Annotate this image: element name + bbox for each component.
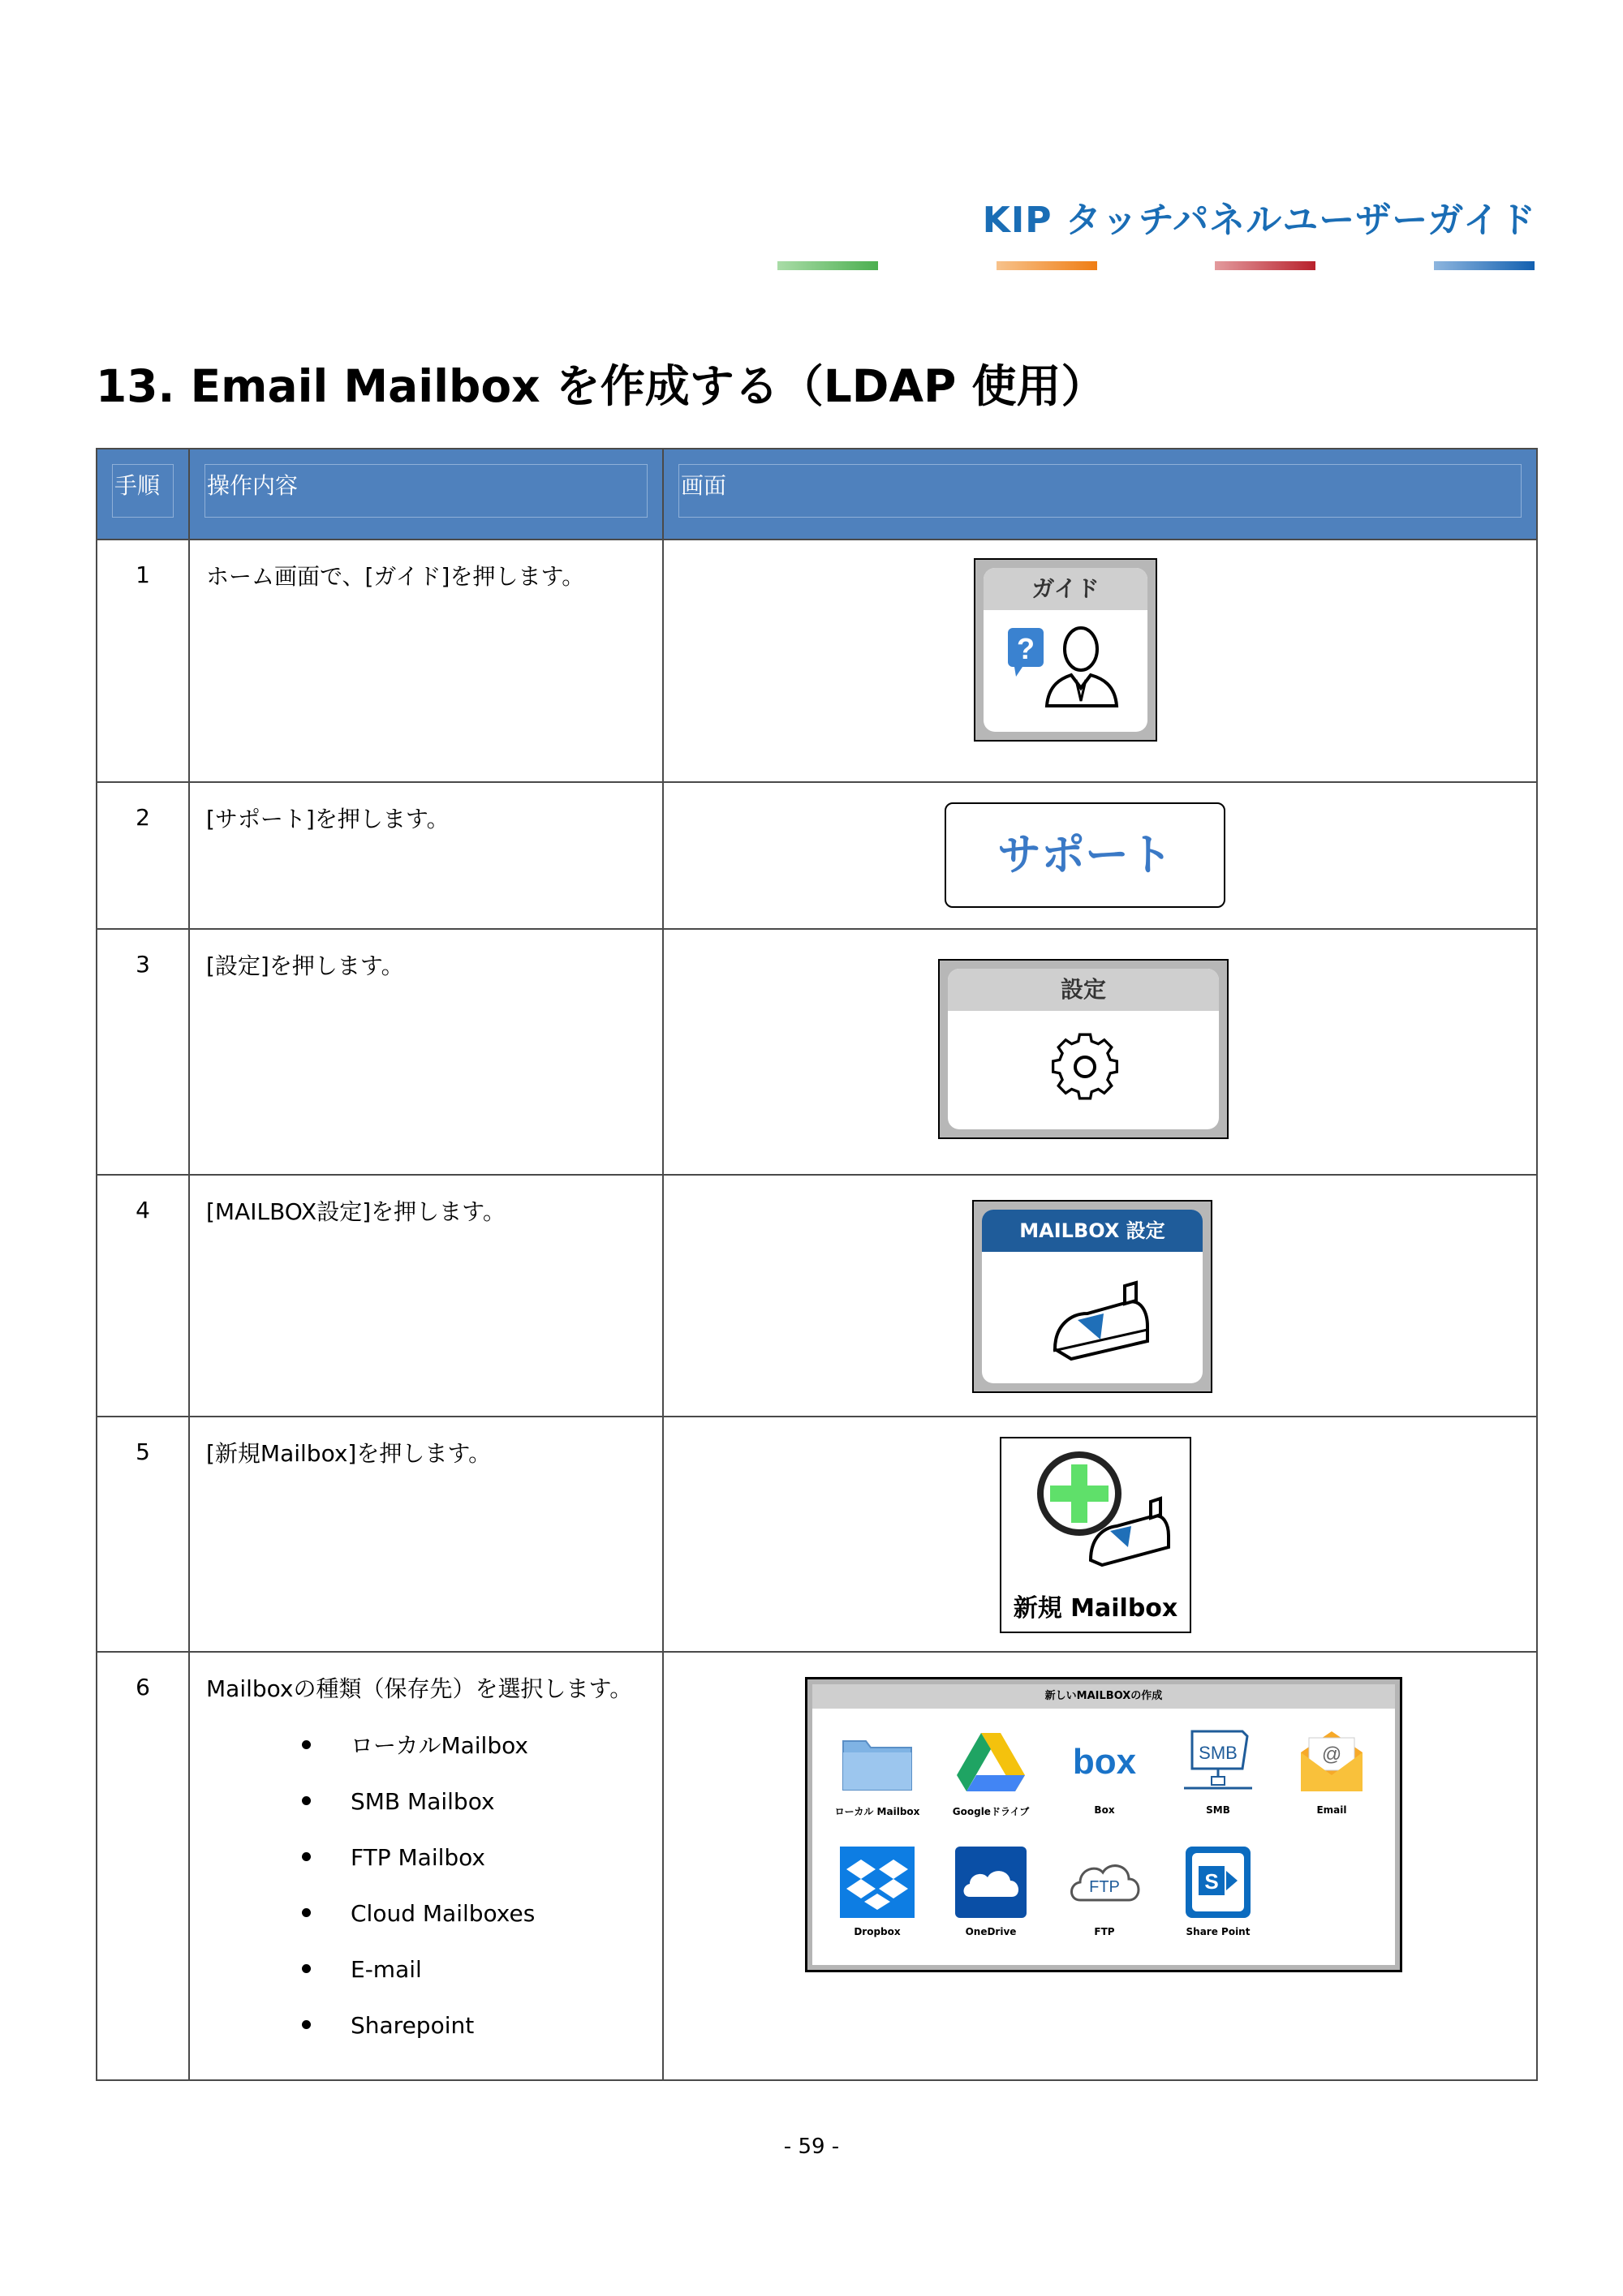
tile-dropbox[interactable]: [820, 1847, 934, 1937]
bullet-icon: [302, 2020, 311, 2029]
bullet-icon: [302, 1964, 311, 1973]
tile-label: Share Point: [1186, 1926, 1251, 1937]
step-instruction: Mailboxの種類（保存先）を選択します。: [206, 1675, 633, 1702]
settings-button-label: 設定: [948, 969, 1219, 1011]
box-logo-icon: [1064, 1725, 1145, 1796]
step-number: 6: [97, 1652, 189, 2080]
google-drive-icon: [950, 1725, 1031, 1796]
mailbox-type-list: [206, 1731, 646, 2066]
step-screen: [663, 1175, 1537, 1417]
accent-bar-green: [777, 261, 878, 270]
step-instruction: [サポート]を押します。: [189, 782, 663, 929]
column-header-step-label: 手順: [112, 464, 174, 518]
new-mailbox-icon: [1001, 1438, 1190, 1584]
svg-text:@: @: [1321, 1743, 1342, 1765]
svg-text:FTP: FTP: [1089, 1878, 1120, 1896]
table-row: [97, 1417, 1537, 1652]
tile-smb[interactable]: [1161, 1725, 1275, 1816]
tile-local-mailbox[interactable]: [820, 1725, 934, 1818]
ftp-cloud-icon: [1064, 1847, 1145, 1918]
gear-icon: [948, 1011, 1219, 1129]
step-instruction: [設定]を押します。: [189, 929, 663, 1175]
mailbox-settings-label: MAILBOX 設定: [982, 1210, 1203, 1252]
accent-bar-orange: [997, 261, 1097, 270]
table-row: [97, 1652, 1537, 2080]
new-mailbox-button[interactable]: [1000, 1437, 1191, 1633]
svg-text:SMB: SMB: [1199, 1743, 1238, 1763]
bullet-icon: [302, 1796, 311, 1805]
guide-button[interactable]: [974, 558, 1157, 742]
tile-label: Box: [1094, 1804, 1115, 1816]
svg-text:S: S: [1204, 1869, 1219, 1894]
step-instruction: ホーム画面で、[ガイド]を押します。: [189, 540, 663, 782]
step-number: 2: [97, 782, 189, 929]
email-envelope-icon: [1291, 1725, 1372, 1796]
step-number: 5: [97, 1417, 189, 1652]
support-button[interactable]: サポート: [945, 802, 1225, 908]
new-mailbox-label: 新規 Mailbox: [1013, 1594, 1178, 1623]
smb-folder-icon: [1177, 1725, 1259, 1796]
svg-text:?: ?: [1017, 632, 1035, 665]
tile-label: ローカル Mailbox: [834, 1806, 920, 1817]
step-number: 1: [97, 540, 189, 782]
column-header-screen-label: 画面: [678, 464, 1522, 518]
tile-label: FTP: [1094, 1926, 1115, 1937]
list-item-label: Sharepoint: [351, 2011, 475, 2039]
sharepoint-icon: [1177, 1847, 1259, 1918]
tile-box[interactable]: [1048, 1725, 1161, 1816]
list-item: [302, 1786, 646, 1842]
tile-ftp[interactable]: [1048, 1847, 1161, 1937]
tile-label: Googleドライブ: [952, 1806, 1030, 1817]
dropbox-icon: [837, 1847, 918, 1918]
bullet-icon: [302, 1908, 311, 1917]
steps-table: [96, 448, 1538, 2081]
step-number: 4: [97, 1175, 189, 1417]
column-header-operation: [189, 449, 663, 540]
list-item: [302, 1842, 646, 1898]
step-screen: [663, 1652, 1537, 2080]
column-header-operation-label: 操作内容: [204, 464, 648, 518]
tile-label: Email: [1316, 1804, 1347, 1816]
step-instruction: [MAILBOX設定]を押します。: [189, 1175, 663, 1417]
list-item: [302, 1898, 646, 1954]
table-row: [97, 929, 1537, 1175]
guide-button-label: ガイド: [984, 568, 1147, 610]
table-row: [97, 1175, 1537, 1417]
bullet-icon: [302, 1740, 311, 1749]
tile-onedrive[interactable]: [934, 1847, 1048, 1937]
tile-label: OneDrive: [965, 1926, 1017, 1937]
list-item-label: SMB Mailbox: [351, 1787, 495, 1815]
doc-header-title: KIP タッチパネルユーザーガイド: [982, 200, 1536, 241]
step-instruction-cell: [189, 1652, 663, 2080]
list-item: [302, 1954, 646, 2010]
mailbox-settings-button[interactable]: [972, 1200, 1212, 1393]
folder-icon: [837, 1725, 918, 1796]
tile-google-drive[interactable]: [934, 1725, 1048, 1818]
mailbox-icon: [982, 1252, 1203, 1383]
page-number: - 59 -: [783, 2135, 840, 2159]
svg-text:box: box: [1072, 1742, 1137, 1782]
tile-label: SMB: [1206, 1804, 1230, 1816]
tile-email[interactable]: [1275, 1725, 1388, 1816]
column-header-step: [97, 449, 189, 540]
step-number: 3: [97, 929, 189, 1175]
list-item-label: E-mail: [351, 1955, 422, 1983]
accent-bar-blue: [1434, 261, 1535, 270]
mailbox-type-panel-title: 新しいMAILBOXの作成: [812, 1684, 1395, 1709]
list-item-label: ローカルMailbox: [351, 1731, 528, 1759]
accent-bar-red: [1215, 261, 1315, 270]
table-row: [97, 782, 1537, 929]
step-screen: [663, 540, 1537, 782]
column-header-screen: [663, 449, 1537, 540]
step-screen: [663, 1417, 1537, 1652]
step-instruction: [新規Mailbox]を押します。: [189, 1417, 663, 1652]
mailbox-type-panel: [805, 1677, 1402, 1972]
tile-sharepoint[interactable]: [1161, 1847, 1275, 1937]
list-item: [302, 1731, 646, 1786]
tile-label: Dropbox: [854, 1926, 901, 1937]
step-screen: [663, 782, 1537, 929]
page-title: 13. Email Mailbox を作成する（LDAP 使用）: [96, 360, 1106, 412]
step-screen: [663, 929, 1537, 1175]
list-item-label: FTP Mailbox: [351, 1843, 485, 1871]
table-header-row: [97, 449, 1537, 540]
list-item-label: Cloud Mailboxes: [351, 1899, 536, 1927]
bullet-icon: [302, 1852, 311, 1861]
onedrive-cloud-icon: [950, 1847, 1031, 1918]
settings-button[interactable]: [938, 959, 1229, 1139]
guide-icon: [984, 610, 1147, 732]
table-row: [97, 540, 1537, 782]
list-item: [302, 2010, 646, 2066]
